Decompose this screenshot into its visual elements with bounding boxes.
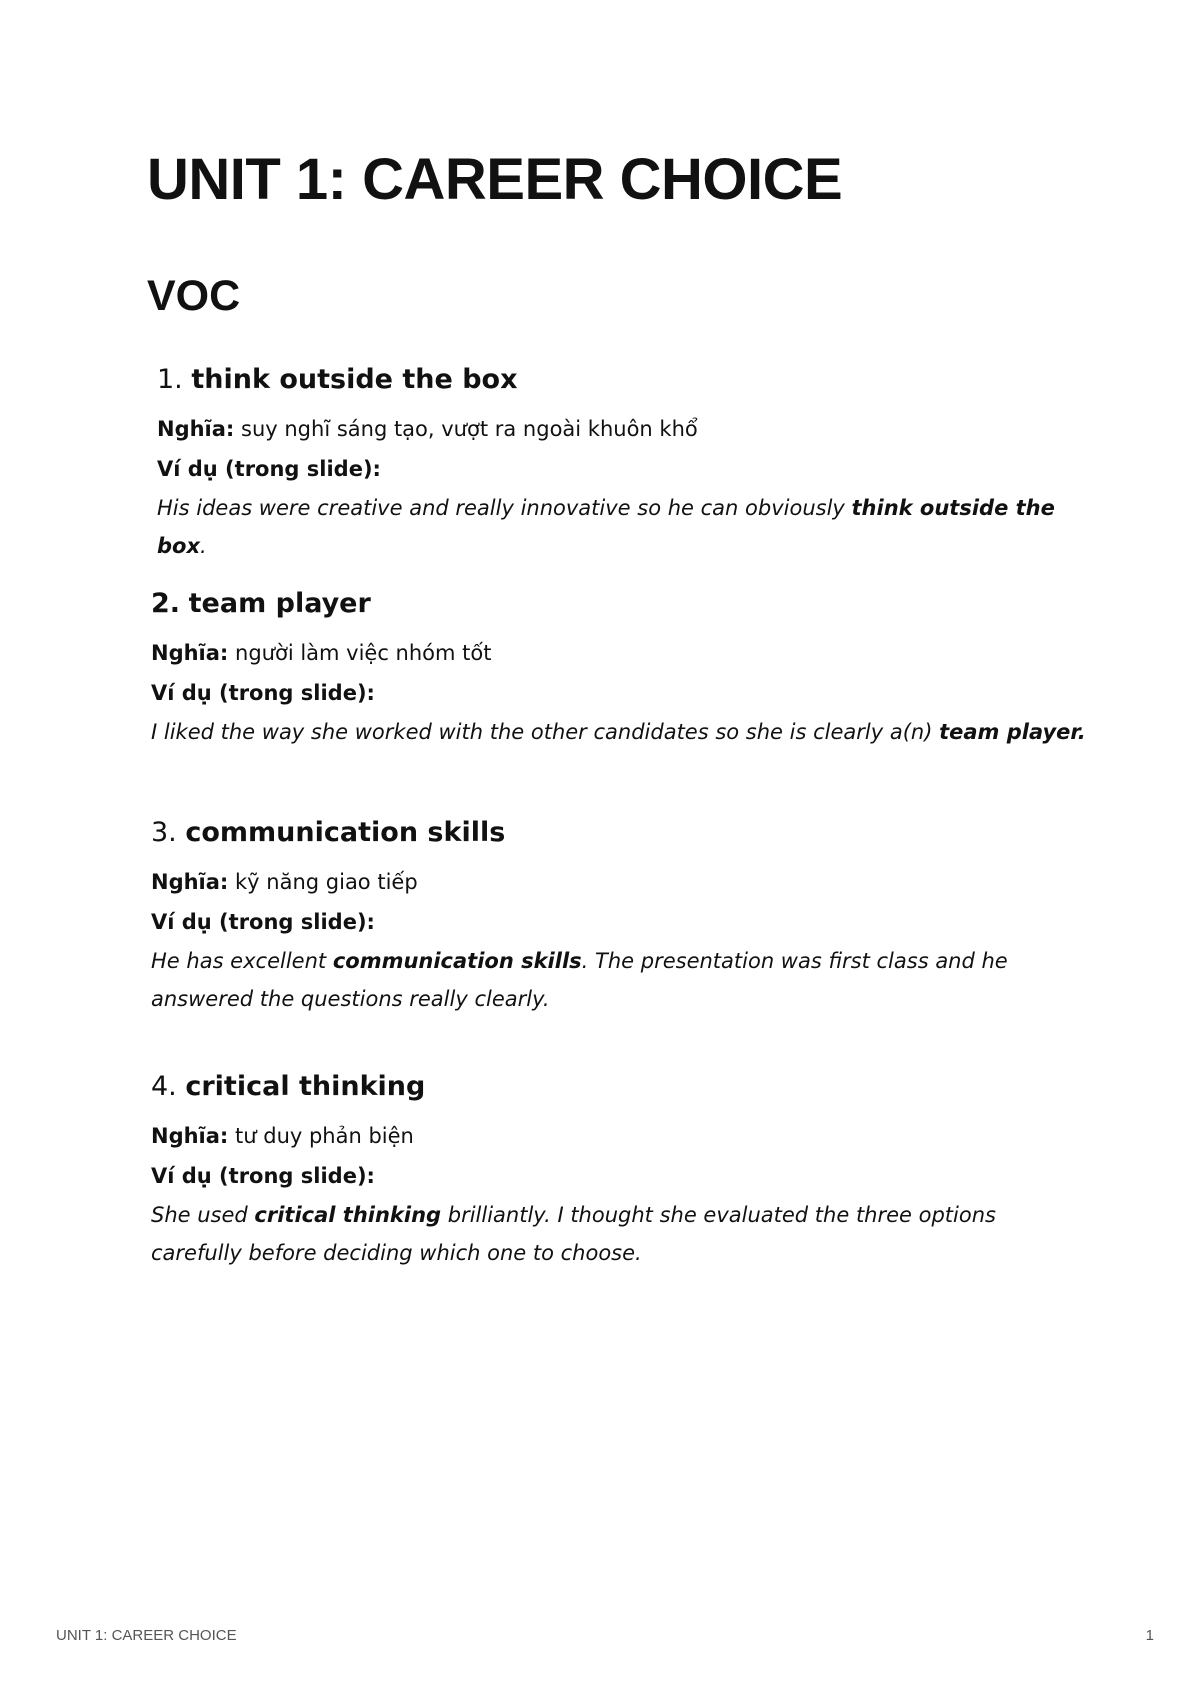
entry-number: 2.	[151, 588, 181, 619]
entry-term: communication skills	[185, 817, 506, 848]
meaning-label: Nghĩa:	[157, 417, 235, 441]
vocab-entry	[151, 816, 1051, 1018]
entry-term: team player	[188, 588, 371, 619]
footer-title: UNIT 1: CAREER CHOICE	[56, 1627, 237, 1644]
example-sentence	[151, 713, 1101, 751]
meaning-label: Nghĩa:	[151, 870, 229, 894]
vocab-entry	[151, 1070, 1051, 1272]
example-text: He has excellent	[151, 949, 333, 973]
example-sentence	[157, 489, 1057, 565]
meaning-label: Nghĩa:	[151, 641, 229, 665]
example-label: Ví dụ (trong slide):	[151, 1164, 375, 1188]
example-text: She used	[151, 1203, 255, 1227]
meaning-text: tư duy phản biện	[235, 1124, 414, 1148]
meaning-line	[151, 1116, 1051, 1156]
vocab-entry	[157, 363, 1057, 565]
example-term: communication skills	[332, 949, 582, 973]
example-label: Ví dụ (trong slide):	[151, 681, 375, 705]
entry-term: critical thinking	[185, 1071, 426, 1102]
example-term: critical thinking	[254, 1203, 442, 1227]
meaning-label: Nghĩa:	[151, 1124, 229, 1148]
section-title: VOC	[147, 272, 241, 320]
entry-term: think outside the box	[191, 364, 518, 395]
meaning-line	[151, 862, 1051, 902]
entry-heading	[151, 816, 1051, 850]
meaning-text: kỹ năng giao tiếp	[235, 870, 418, 894]
entry-number: 3.	[151, 817, 177, 848]
example-text: His ideas were creative and really innovative so he can obviously	[157, 496, 852, 520]
entry-heading	[157, 363, 1057, 397]
example-text-end: .	[200, 534, 207, 558]
entry-number: 1.	[157, 364, 183, 395]
example-term: team player.	[939, 720, 1086, 744]
example-label: Ví dụ (trong slide):	[157, 457, 381, 481]
entry-heading	[151, 587, 1051, 621]
meaning-text: người làm việc nhóm tốt	[235, 641, 492, 665]
entry-number: 4.	[151, 1071, 177, 1102]
page-number: 1	[1145, 1627, 1154, 1644]
example-label: Ví dụ (trong slide):	[151, 910, 375, 934]
page-title: UNIT 1: CAREER CHOICE	[147, 147, 843, 212]
example-text-end: . The presentation was first class and he answered the questions really clearly.	[151, 949, 1008, 1011]
vocab-entry	[151, 587, 1086, 751]
entry-heading	[151, 1070, 1051, 1104]
example-sentence	[151, 1196, 1051, 1272]
example-sentence	[151, 942, 1051, 1018]
meaning-text: suy nghĩ sáng tạo, vượt ra ngoài khuôn khổ	[241, 417, 698, 441]
example-text-end: brilliantly. I thought she evaluated the three options carefully before deciding which one to choose.	[151, 1203, 996, 1265]
example-term: think outside the box	[157, 496, 1055, 558]
meaning-line	[151, 633, 1051, 673]
example-text: I liked the way she worked with the other candidates so she is clearly a(n)	[151, 720, 940, 744]
meaning-line	[157, 409, 1057, 449]
